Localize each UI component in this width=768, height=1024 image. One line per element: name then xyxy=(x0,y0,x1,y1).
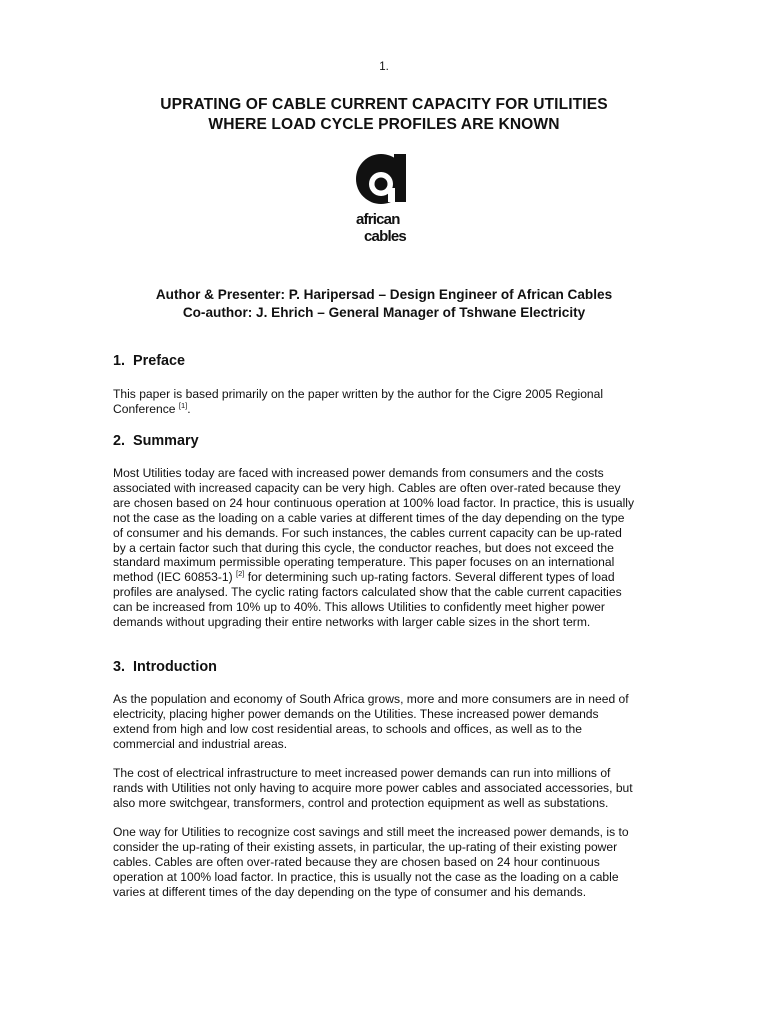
co-author: Co-author: J. Ehrich – General Manager of Tshwane Electricity xyxy=(182,305,586,320)
text-line: by a certain factor such that during this cycle, the conductor reaches, but does not exceed the xyxy=(113,540,614,555)
text-line: operation at 100% load factor. In practice, this is usually not the case as the loading on a cable xyxy=(113,869,619,884)
text-line: varies at different times of the day depending on the type of consumer and his demands. xyxy=(113,884,587,899)
text-fragment: method (IEC 60853-1) xyxy=(113,570,237,585)
logo-word-cables: cables xyxy=(364,228,406,245)
preface-paragraph xyxy=(113,387,673,417)
text-line: cables. Cables are often over-rated because they are chosen based on 24 hour continuous xyxy=(113,854,600,869)
section-heading-summary xyxy=(113,433,199,449)
section-title: Summary xyxy=(133,433,199,449)
citation-ref: [1] xyxy=(178,400,188,410)
section-title: Introduction xyxy=(133,659,217,675)
paper-title-line-1: UPRATING OF CABLE CURRENT CAPACITY FOR UTILITIES xyxy=(160,96,608,113)
text-line: can be increased from 10% up to 40%. This allows Utilities to confidently meet higher power xyxy=(113,600,605,615)
text-line: profiles are analysed. The cyclic rating factors calculated show that the cable current capacities xyxy=(113,585,622,600)
text-line: not the case as the loading on a cable varies at different times of the day depending on the type xyxy=(113,510,625,525)
text-line: of consumer and his demands. For such instances, the cables current capacity can be up-rated xyxy=(113,525,622,540)
author-presenter: Author & Presenter: P. Haripersad – Design Engineer of African Cables xyxy=(155,287,613,302)
text-line: are chosen based on 24 hour continuous operation at 100% load factor. In practice, this is usually xyxy=(113,495,635,510)
citation-ref: [2] xyxy=(236,569,245,579)
text-line: commercial and industrial areas. xyxy=(113,736,288,751)
text-line: standard maximum permissible operating temperature. This paper focuses on an international xyxy=(113,555,615,570)
text-line: As the population and economy of South Africa grows, more and more consumers are in need of xyxy=(113,692,629,706)
text-fragment: for determining such up-rating factors. Several different types of load xyxy=(244,570,615,585)
text-line: rands with Utilities not only having to acquire more power cables and associated accessories, but xyxy=(113,780,633,795)
summary-paragraph xyxy=(113,466,673,630)
paper-title xyxy=(0,95,768,135)
text-line: This paper is based primarily on the paper written by the author for the Cigre 2005 Regional xyxy=(113,387,604,401)
text-line: The cost of electrical infrastructure to meet increased power demands can run into millions of xyxy=(113,766,611,780)
author-block xyxy=(0,286,768,322)
african-cables-logo xyxy=(354,150,418,250)
text-line: consider the up-rating of their existing assets, in particular, the up-rating of their existing power xyxy=(113,839,618,854)
section-number: 2. xyxy=(113,433,126,449)
introduction-paragraph-2 xyxy=(113,766,673,811)
logo-word-african: african xyxy=(356,211,400,228)
text-fragment: . xyxy=(187,401,191,416)
text-line: One way for Utilities to recognize cost savings and still meet the increased power demands, is to xyxy=(113,825,629,839)
section-heading-preface xyxy=(113,353,185,369)
text-line: Most Utilities today are faced with increased power demands from consumers and the costs xyxy=(113,466,604,480)
section-title: Preface xyxy=(133,353,186,369)
text-fragment: Conference xyxy=(113,401,176,416)
text-line: electricity, placing higher power demands on the Utilities. These increased power demands xyxy=(113,706,599,721)
text-line: associated with increased capacity can be very high. Cables are often over-rated because they xyxy=(113,480,621,495)
text-line: demands without upgrading their entire networks with larger cable sizes in the short term. xyxy=(113,615,591,630)
page-number: 1. xyxy=(379,61,389,73)
introduction-paragraph-3 xyxy=(113,825,673,900)
text-line xyxy=(113,402,673,417)
introduction-paragraph-1 xyxy=(113,692,673,752)
text-line: extend from high and low cost residential areas, to schools and offices, as well as to the xyxy=(113,721,583,736)
section-number: 3. xyxy=(113,659,126,675)
section-number: 1. xyxy=(113,353,126,369)
paper-title-line-2: WHERE LOAD CYCLE PROFILES ARE KNOWN xyxy=(208,116,560,133)
section-heading-introduction xyxy=(113,659,217,675)
text-line xyxy=(113,570,673,585)
text-line: also more switchgear, transformers, control and protection equipment as well as substations. xyxy=(113,795,609,810)
